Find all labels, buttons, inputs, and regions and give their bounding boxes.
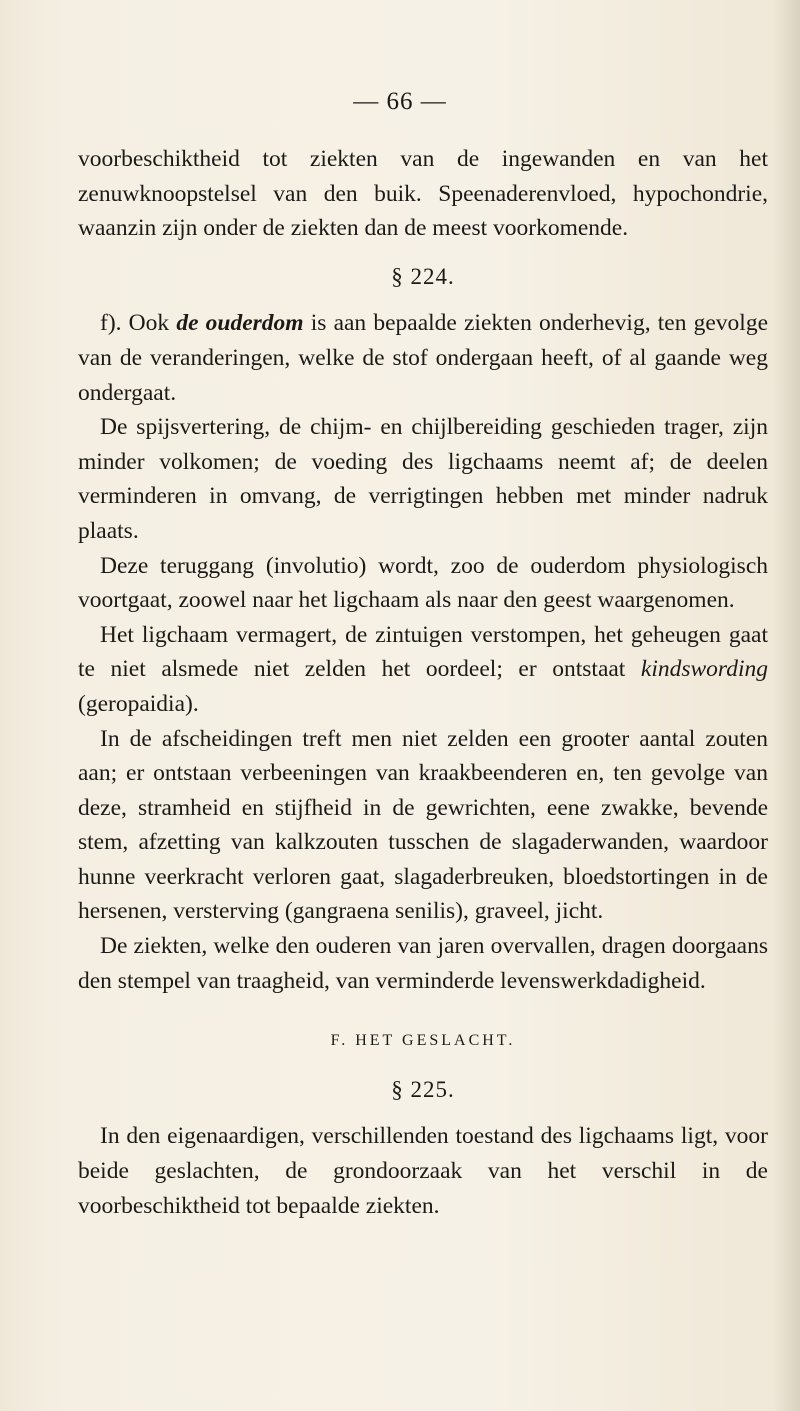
text-run: is aan bepaalde ziekten onderhevig, ten gevolge van de veranderingen, welke de stof ondergaan heeft, of al gaande weg ondergaat. [78,310,768,406]
emphasis: de ouderdom [176,310,304,337]
text-run: f). Ook [100,310,177,337]
page-number: — 66 — [353,88,447,115]
emphasis: kindswording [640,656,768,683]
text-run: Het ligchaam vermagert, de zintuigen verstompen, het geheugen gaat te niet alsmede niet zelden het oordeel; er ontstaat [78,621,768,683]
paragraph: De spijsvertering, de chijm- en chijlbereiding geschieden trager, zijn minder volkomen; de voeding des ligchaams neemt af; de deelen verminderen in omvang, de verrigtingen hebben met minder nadruk plaats. [78,414,768,544]
paragraph: De ziekten, welke den ouderen van jaren overvallen, dragen doorgaans den stempel van traagheid, van verminderde levenswerkdadigheid. [78,933,768,994]
page-body [78,142,768,1223]
paragraph: In den eigenaardigen, verschillenden toestand des ligchaams ligt, voor beide geslachten, de grondoorzaak van het verschil in de voorbeschiktheid tot bepaalde ziekten. [78,1123,768,1219]
subsection-heading: F. HET GESLACHT. [330,1032,516,1050]
page-edge-shadow [774,0,800,1411]
paragraph: voorbeschiktheid tot ziekten van de ingewanden en van het zenuwknoopstelsel van den buik. Speenaderenvloed, hypochondrie, waanzin zijn onder de ziekten dan de meest voorkomende. [78,146,768,242]
paragraph: Deze teruggang (involutio) wordt, zoo de ouderdom physiologisch voortgaat, zoowel naar het ligchaam als naar den geest waargenomen. [78,552,768,614]
paragraph: In de afscheidingen treft men niet zelden een grooter aantal zouten aan; er ontstaan verbeeningen van kraakbeenderen en, ten gevolge van deze, stramheid en stijfheid in de gewrichten, eene zwakke, bevende stem, afzetting van kalkzouten tusschen de slagaderwanden, waardoor hunne veerkracht verloren gaat, slagaderbreuken, bloedstortingen in de hersenen, versterving (gangraena senilis), graveel, jicht. [78,725,768,925]
paragraph [78,618,768,722]
section-heading: § 225. [391,1076,455,1102]
paragraph [78,306,768,410]
text-run: (geropaidia). [78,690,199,717]
section-heading: § 224. [391,263,455,289]
